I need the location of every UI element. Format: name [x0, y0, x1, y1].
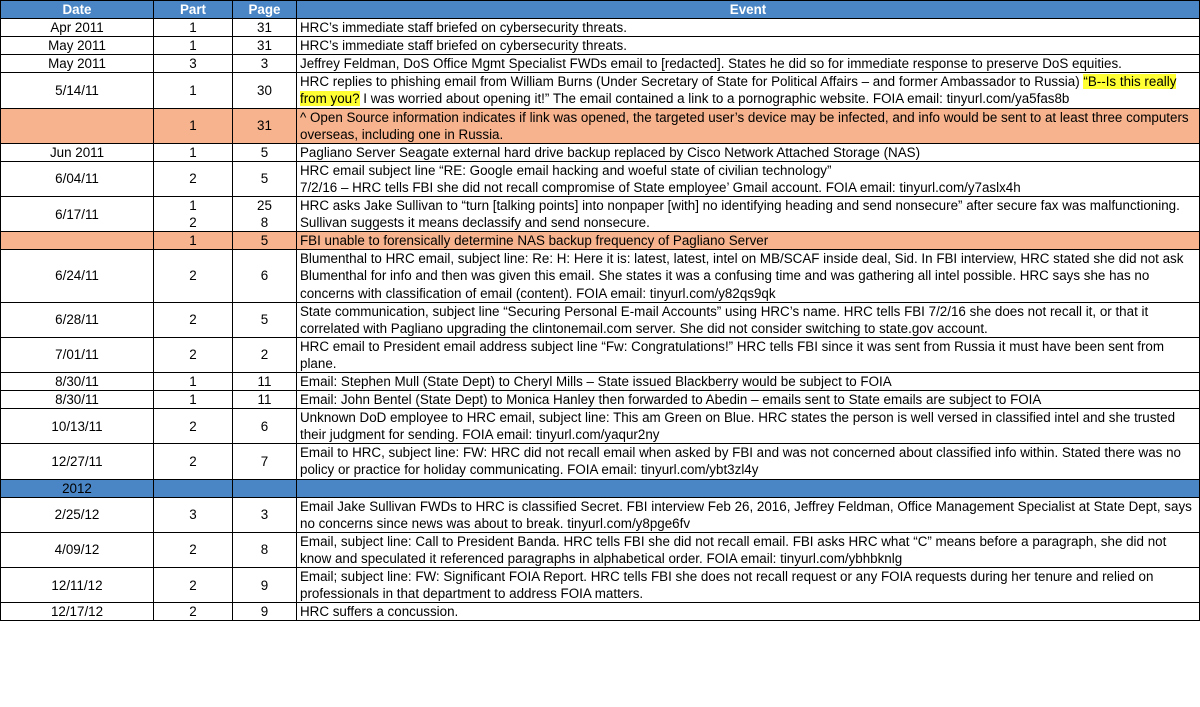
part-cell: 1 [154, 37, 233, 55]
table-row [1, 409, 1200, 444]
part-cell: 1 [154, 19, 233, 37]
page-cell: 5 [233, 161, 297, 196]
header-row [1, 1, 1200, 19]
page-cell: 6 [233, 409, 297, 444]
date-cell: 12/11/12 [1, 568, 154, 603]
part-cell: 2 [154, 409, 233, 444]
event-text: I was worried about opening it!” The email contained a link to a pornographic website. FOIA email: tinyurl.com/ya5fas8b [359, 91, 1070, 107]
event-line: HRC email subject line “RE: Google email hacking and woeful state of civilian technology” [300, 162, 832, 178]
table-row [1, 603, 1200, 621]
event-cell: Pagliano Server Seagate external hard drive backup replaced by Cisco Network Attached Storage (NAS) [297, 143, 1200, 161]
event-cell: HRC’s immediate staff briefed on cybersecurity threats. [297, 37, 1200, 55]
part-cell: 2 [154, 337, 233, 372]
event-cell: Unknown DoD employee to HRC email, subject line: This am Green on Blue. HRC states the person is well versed in classified intel and she trusted their judgment for sending. FOIA email: tinyurl.com/yaqur2ny [297, 409, 1200, 444]
table-row [1, 73, 1200, 108]
table-row [1, 532, 1200, 567]
event-cell: Email to HRC, subject line: FW: HRC did not recall email when asked by FBI and was not concerned about classified info within. Stated there was no policy or practice for holiday communicating. FOIA email: tinyurl.com/ybt3zl4y [297, 444, 1200, 479]
header-date: Date [1, 1, 154, 19]
event-cell: Email: John Bentel (State Dept) to Monica Hanley then forwarded to Abedin – emails sent to State emails are subject to FOIA [297, 391, 1200, 409]
table-row [1, 568, 1200, 603]
event-cell [297, 73, 1200, 108]
year-filler [233, 479, 297, 497]
page-cell: 5 [233, 143, 297, 161]
page-cell: 8 [233, 532, 297, 567]
date-cell: 8/30/11 [1, 372, 154, 390]
date-cell [1, 108, 154, 143]
part-cell: 3 [154, 497, 233, 532]
page-value: 8 [260, 215, 269, 231]
part-cell: 2 [154, 568, 233, 603]
page-cell: 3 [233, 55, 297, 73]
page-cell: 11 [233, 391, 297, 409]
part-cell: 1 [154, 232, 233, 250]
event-text: HRC replies to phishing email from William Burns (Under Secretary of State for Political Affairs – and former Ambassador to Russia) [300, 74, 1084, 90]
part-cell: 1 [154, 391, 233, 409]
event-line: 7/2/16 – HRC tells FBI she did not recall compromise of State employee’ Gmail account. FOIA email: tinyurl.com/y7aslx4h [300, 179, 1021, 195]
date-cell: 2/25/12 [1, 497, 154, 532]
page-cell: 5 [233, 302, 297, 337]
date-cell: May 2011 [1, 37, 154, 55]
page-cell: 11 [233, 372, 297, 390]
date-cell: 6/17/11 [1, 197, 154, 232]
part-cell: 1 [154, 73, 233, 108]
event-cell: Email Jake Sullivan FWDs to HRC is classified Secret. FBI interview Feb 26, 2016, Jeffrey Feldman, Office Management Specialist at State Dept, says no concerns since news was about to break. tinyurl.com/y8pge6fv [297, 497, 1200, 532]
part-cell: 1 [154, 372, 233, 390]
page-cell: 5 [233, 232, 297, 250]
table-row [1, 372, 1200, 390]
part-cell: 3 [154, 55, 233, 73]
table-row-highlighted [1, 232, 1200, 250]
event-cell: HRC asks Jake Sullivan to “turn [talking points] into nonpaper [with] no identifying heading and send nonsecure” after secure fax was malfunctioning. Sullivan suggests it means declassify and send nonsecure. [297, 197, 1200, 232]
part-cell: 1 [154, 108, 233, 143]
part-cell: 2 [154, 302, 233, 337]
event-cell [297, 161, 1200, 196]
table-row [1, 37, 1200, 55]
year-filler [154, 479, 233, 497]
date-cell: 7/01/11 [1, 337, 154, 372]
page-value: 25 [257, 198, 272, 214]
date-cell [1, 232, 154, 250]
date-cell: 4/09/12 [1, 532, 154, 567]
page-cell: 9 [233, 568, 297, 603]
page-cell: 31 [233, 37, 297, 55]
event-cell: ^ Open Source information indicates if link was opened, the targeted user’s device may be infected, and info would be sent to at least three computers overseas, including one in Russia. [297, 108, 1200, 143]
part-value: 2 [189, 215, 197, 231]
table-row [1, 250, 1200, 302]
event-cell: HRC’s immediate staff briefed on cybersecurity threats. [297, 19, 1200, 37]
page-cell: 3 [233, 497, 297, 532]
table-row [1, 143, 1200, 161]
page-cell: 2 [233, 337, 297, 372]
part-cell: 2 [154, 603, 233, 621]
event-cell: Email, subject line: Call to President Banda. HRC tells FBI she did not recall email. FBI asks HRC what “C” means before a paragraph, she did not know and speculated it referenced paragraphs in alphabetical order. FOIA email: tinyurl.com/ybhbknlg [297, 532, 1200, 567]
header-page: Page [233, 1, 297, 19]
date-cell: 6/04/11 [1, 161, 154, 196]
event-cell: HRC suffers a concussion. [297, 603, 1200, 621]
page-cell: 30 [233, 73, 297, 108]
table-row [1, 302, 1200, 337]
page-cell [233, 197, 297, 232]
table-row [1, 444, 1200, 479]
date-cell: 5/14/11 [1, 73, 154, 108]
page-cell: 7 [233, 444, 297, 479]
year-row [1, 479, 1200, 497]
part-cell: 1 [154, 143, 233, 161]
date-cell: 6/24/11 [1, 250, 154, 302]
year-filler [297, 479, 1200, 497]
highlighted-quote: “B--Is this really from you? [300, 74, 1177, 107]
part-cell: 2 [154, 161, 233, 196]
table-row [1, 197, 1200, 232]
page-cell: 31 [233, 19, 297, 37]
header-part: Part [154, 1, 233, 19]
event-cell: Email: Stephen Mull (State Dept) to Cheryl Mills – State issued Blackberry would be subject to FOIA [297, 372, 1200, 390]
event-cell: HRC email to President email address subject line “Fw: Congratulations!” HRC tells FBI since it was sent from Russia it must have been sent from plane. [297, 337, 1200, 372]
date-cell: 10/13/11 [1, 409, 154, 444]
event-cell: Jeffrey Feldman, DoS Office Mgmt Specialist FWDs email to [redacted]. States he did so for immediate response to preserve DoS equities. [297, 55, 1200, 73]
event-cell: Blumenthal to HRC email, subject line: Re: H: Here it is: latest, latest, intel on MB/SCAF inside deal, Sid. In FBI interview, HRC stated she did not ask Blumenthal for info and then was given this email. She states it was a confusing time and was gathering all intel possible. HRC says she has no concerns with classification of email (content). FOIA email: tinyurl.com/y82qs9qk [297, 250, 1200, 302]
date-cell: 12/27/11 [1, 444, 154, 479]
date-cell: Jun 2011 [1, 143, 154, 161]
part-cell: 2 [154, 444, 233, 479]
event-cell: FBI unable to forensically determine NAS backup frequency of Pagliano Server [297, 232, 1200, 250]
page-cell: 31 [233, 108, 297, 143]
date-cell: 12/17/12 [1, 603, 154, 621]
page-cell: 6 [233, 250, 297, 302]
table-row [1, 497, 1200, 532]
part-cell: 2 [154, 250, 233, 302]
part-cell: 2 [154, 532, 233, 567]
date-cell: 6/28/11 [1, 302, 154, 337]
part-cell [154, 197, 233, 232]
header-event: Event [297, 1, 1200, 19]
date-cell: May 2011 [1, 55, 154, 73]
page-cell: 9 [233, 603, 297, 621]
event-cell: Email; subject line: FW: Significant FOIA Report. HRC tells FBI she does not recall request or any FOIA requests during her tenure and relied on professionals in that department to address FOIA matters. [297, 568, 1200, 603]
table-row [1, 161, 1200, 196]
date-cell: Apr 2011 [1, 19, 154, 37]
table-row [1, 391, 1200, 409]
part-value: 1 [189, 198, 197, 214]
year-label: 2012 [1, 479, 154, 497]
event-cell: State communication, subject line “Securing Personal E-mail Accounts” using HRC’s name. HRC tells FBI 7/2/16 she does not recall it, or that it correlated with Pagliano upgrading the clintonemail.com server. She did not consider switching to state.gov account. [297, 302, 1200, 337]
table-row-highlighted [1, 108, 1200, 143]
table-row [1, 19, 1200, 37]
date-cell: 8/30/11 [1, 391, 154, 409]
table-row [1, 55, 1200, 73]
table-row [1, 337, 1200, 372]
